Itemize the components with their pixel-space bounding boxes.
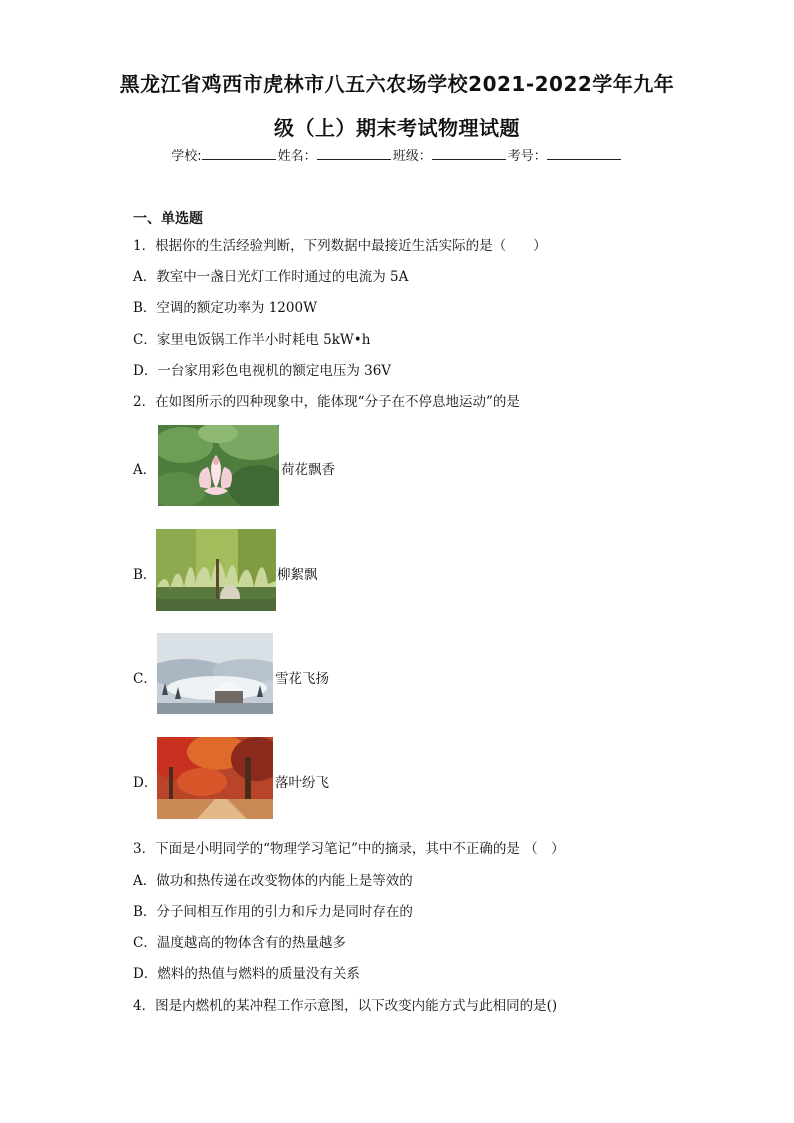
q3-option-d[interactable]: D．燃料的热值与燃料的质量没有关系 <box>133 966 360 982</box>
class-blank[interactable] <box>432 147 506 160</box>
student-info-row <box>0 145 794 164</box>
autumn-leaves-photo <box>157 737 273 819</box>
section-heading: 一、单选题 <box>133 211 203 227</box>
q2-stem: 2．在如图所示的四种现象中，能体现“分子在不停息地运动”的是 <box>133 394 520 410</box>
exam-title-line1: 黑龙江省鸡西市虎林市八五六农场学校2021-2022学年九年 <box>119 72 675 96</box>
exam-number-field[interactable] <box>508 145 623 164</box>
q3-option-b[interactable]: B．分子间相互作用的引力和斥力是同时存在的 <box>133 904 413 920</box>
q1-stem: 1．根据你的生活经验判断，下列数据中最接近生活实际的是（ ） <box>133 238 547 254</box>
q1-option-b[interactable]: B．空调的额定功率为 1200W <box>133 300 317 316</box>
school-label: 学校: <box>171 149 202 164</box>
willow-photo <box>156 529 276 611</box>
q3-option-c[interactable]: C．温度越高的物体含有的热量越多 <box>133 935 346 951</box>
q3-option-a[interactable]: A．做功和热传递在改变物体的内能上是等效的 <box>133 873 413 889</box>
q4-stem: 4．图是内燃机的某冲程工作示意图，以下改变内能方式与此相同的是() <box>133 998 558 1014</box>
q2-option-d-caption: 落叶纷飞 <box>275 775 329 791</box>
q2-option-c-caption: 雪花飞扬 <box>275 671 329 687</box>
school-blank[interactable] <box>202 147 276 160</box>
name-field[interactable] <box>278 145 393 164</box>
lotus-photo <box>158 425 279 506</box>
q1-option-c[interactable]: C．家里电饭锅工作半小时耗电 5kW•h <box>133 332 371 348</box>
q2-option-a-label[interactable]: A． <box>133 462 157 478</box>
q3-stem: 3．下面是小明同学的“物理学习笔记”中的摘录，其中不正确的是 （ ） <box>133 841 565 857</box>
name-blank[interactable] <box>317 147 391 160</box>
exam-number-blank[interactable] <box>547 147 621 160</box>
class-field[interactable] <box>393 145 508 164</box>
q2-option-c-label[interactable]: C． <box>133 671 157 687</box>
q2-option-b-label[interactable]: B． <box>133 567 157 583</box>
class-label: 班级： <box>392 149 432 164</box>
q2-option-d-label[interactable]: D． <box>133 775 158 791</box>
school-field[interactable] <box>171 145 277 164</box>
q1-option-d[interactable]: D．一台家用彩色电视机的额定电压为 36V <box>133 363 392 379</box>
name-label: 姓名： <box>277 149 317 164</box>
q2-option-b-caption: 柳絮飘 <box>277 567 318 583</box>
q2-option-a-caption: 荷花飘香 <box>281 462 335 478</box>
q1-option-a[interactable]: A．教室中一盏日光灯工作时通过的电流为 5A <box>133 269 409 285</box>
exam-title-line2: 级（上）期末考试物理试题 <box>274 116 520 140</box>
exam-number-label: 考号： <box>507 149 547 164</box>
snow-photo <box>157 633 273 714</box>
